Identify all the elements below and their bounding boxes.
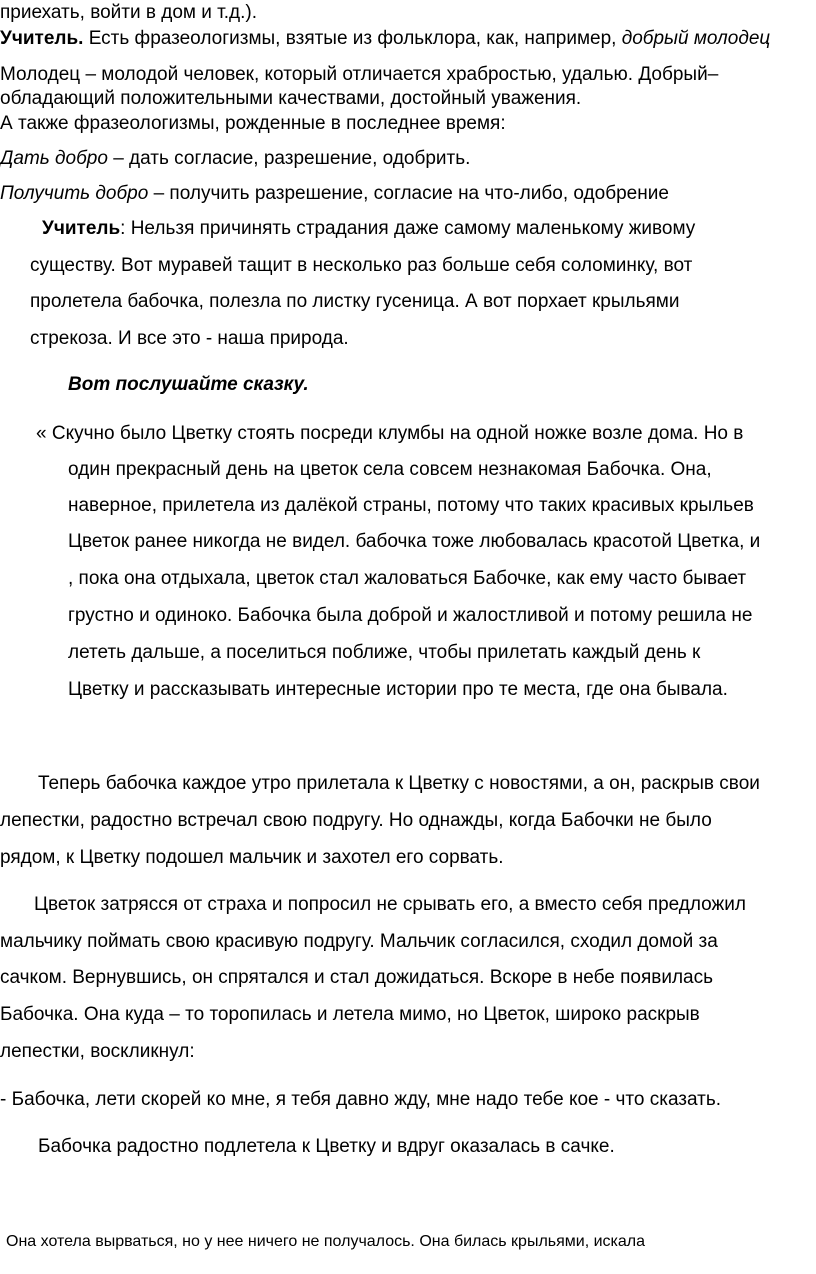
text-line: - Бабочка, лети скорей ко мне, я тебя давно жду, мне надо тебе кое - что сказать. [0,1089,722,1110]
text-line: « Скучно было Цветку стоять посреди клумбы на одной ножке возле дома. Но в [36,423,744,444]
text-span: : Нельзя причинять страдания даже самому маленькому живому [120,218,696,239]
text-line [42,218,695,240]
text-line: грустно и одиноко. Бабочка была доброй и жалостливой и потому решила не [68,605,753,626]
text-line: Она хотела вырваться, но у нее ничего не получалось. Она билась крыльями, искала [6,1233,646,1250]
text-line [0,28,770,50]
text-line: существу. Вот муравей тащит в несколько раз больше себя соломинку, вот [30,255,693,276]
text-line [0,148,470,170]
text-line: обладающий положительными качествами, достойный уважения. [0,88,582,109]
text-line: Цветок затрясся от страха и попросил не срывать его, а вместо себя предложил [34,894,746,915]
text-line: Теперь бабочка каждое утро прилетала к Цветку с новостями, а он, раскрыв свои [38,773,760,794]
phrase-italic: добрый молодец [621,28,771,49]
text-span: – дать согласие, разрешение, одобрить. [107,148,471,169]
speaker-label: Учитель [42,218,121,239]
text-line: Бабочка радостно подлетела к Цветку и вдруг оказалась в сачке. [38,1136,615,1157]
text-line: Молодец – молодой человек, который отличается храбростью, удалью. Добрый– [0,64,719,85]
text-line: пролетела бабочка, полезла по листку гусеница. А вот порхает крыльями [30,291,680,312]
text-line: Цветок ранее никогда не видел. бабочка тоже любовалась красотой Цветка, и [68,531,761,552]
phrase-italic: Получить добро [0,183,149,204]
text-span: Есть фразеологизмы, взятые из фольклора, как, например, [83,28,622,49]
text-line: Цветку и рассказывать интересные истории про те места, где она бывала. [68,679,728,700]
text-line: лепестки, воскликнул: [0,1041,195,1062]
text-line: стрекоза. И все это - наша природа. [30,328,349,349]
text-line: приехать, войти в дом и т.д.). [0,2,257,23]
text-line: один прекрасный день на цветок села совсем незнакомая Бабочка. Она, [68,459,712,480]
text-line: сачком. Вернувшись, он спрятался и стал дожидаться. Вскоре в небе появилась [0,967,714,988]
phrase-italic: Дать добро [0,148,108,169]
text-line: лететь дальше, а поселиться поближе, чтобы прилетать каждый день к [68,642,701,663]
text-line: лепестки, радостно встречал свою подругу. Но однажды, когда Бабочки не было [0,810,712,831]
text-line: наверное, прилетела из далёкой страны, потому что таких красивых крыльев [68,495,754,516]
text-line: Бабочка. Она куда – то торопилась и летела мимо, но Цветок, широко раскрыв [0,1004,700,1025]
text-line: рядом, к Цветку подошел мальчик и захотел его сорвать. [0,847,504,868]
text-line: , пока она отдыхала, цветок стал жаловаться Бабочке, как ему часто бывает [68,568,747,589]
text-line: мальчику поймать свою красивую подругу. Мальчик согласился, сходил домой за [0,931,718,952]
speaker-label: Учитель. [0,28,84,49]
text-line: А также фразеологизмы, рожденные в последнее время: [0,113,506,134]
section-heading: Вот послушайте сказку. [68,374,309,395]
text-span: – получить разрешение, согласие на что-либо, одобрение [148,183,669,204]
text-line [0,183,669,205]
